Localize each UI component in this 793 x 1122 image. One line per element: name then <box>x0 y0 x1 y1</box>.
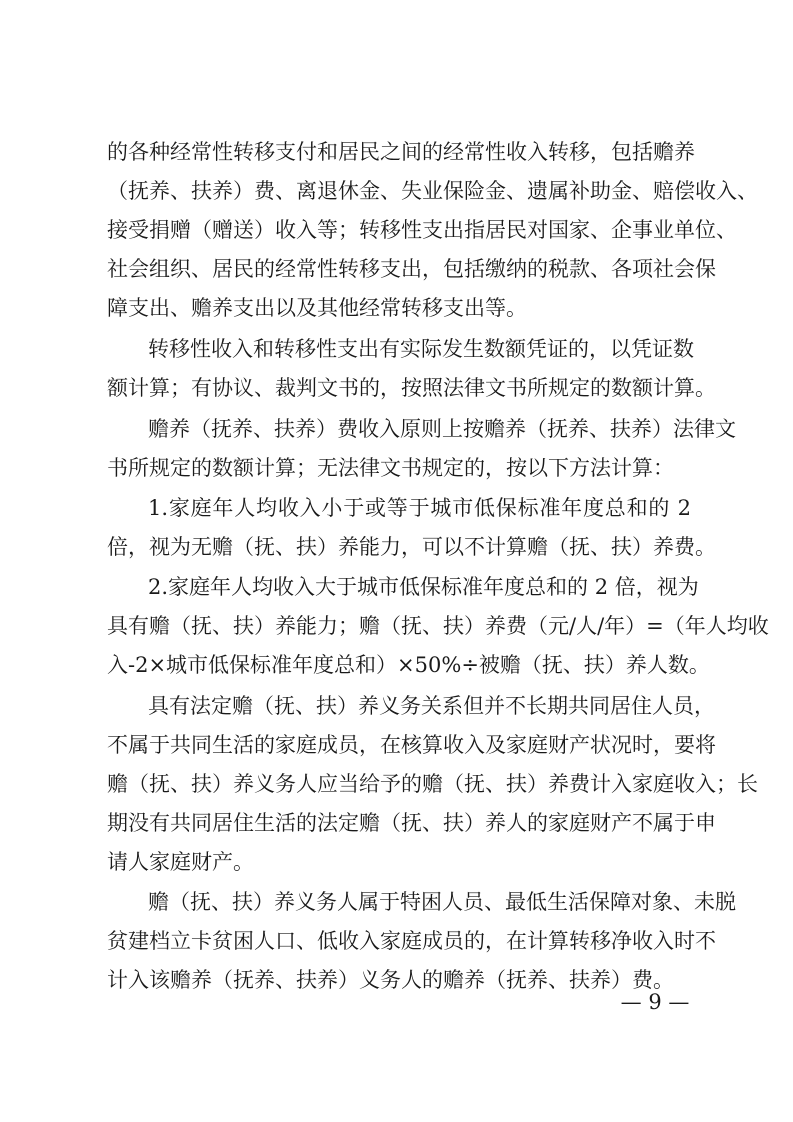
paragraph-4-line-2: 倍，视为无赡（抚、扶）养能力，可以不计算赡（抚、扶）养费。 <box>107 535 716 559</box>
paragraph-4-line-1: 1.家庭年人均收入小于或等于城市低保标准年度总和的 2 <box>148 496 691 520</box>
paragraph-6-line-3: 赡（抚、扶）养义务人应当给予的赡（抚、扶）养费计入家庭收入；长 <box>107 772 758 796</box>
paragraph-7-line-2: 贫建档立卡贫困人口、低收入家庭成员的，在计算转移净收入时不 <box>107 929 716 953</box>
paragraph-1-line-5: 障支出、赡养支出以及其他经常转移支出等。 <box>107 296 527 320</box>
paragraph-5-line-3: 入-2×城市低保标准年度总和）×50%÷被赡（抚、扶）养人数。 <box>107 653 710 677</box>
paragraph-6-line-4: 期没有共同居住生活的法定赡（抚、扶）养人的家庭财产不属于申 <box>107 811 716 835</box>
page-number: — 9 — <box>620 990 690 1014</box>
paragraph-2-line-1: 转移性收入和转移性支出有实际发生数额凭证的，以凭证数 <box>148 337 694 361</box>
paragraph-5-line-1: 2.家庭年人均收入大于城市低保标准年度总和的 2 倍，视为 <box>148 575 699 599</box>
paragraph-1-line-1: 的各种经常性转移支付和居民之间的经常性收入转移，包括赡养 <box>107 140 695 164</box>
paragraph-7-line-1: 赡（抚、扶）养义务人属于特困人员、最低生活保障对象、未脱 <box>148 890 736 914</box>
paragraph-2-line-2: 额计算；有协议、裁判文书的，按照法律文书所规定的数额计算。 <box>107 376 716 400</box>
paragraph-3-line-1: 赡养（抚养、扶养）费收入原则上按赡养（抚养、扶养）法律文 <box>148 417 736 441</box>
paragraph-5-line-2: 具有赡（抚、扶）养能力；赡（抚、扶）养费（元/人/年）=（年人均收 <box>107 614 769 638</box>
paragraph-1-line-3: 接受捐赠（赠送）收入等；转移性支出指居民对国家、企事业单位、 <box>107 218 737 242</box>
paragraph-6-line-1: 具有法定赡（抚、扶）养义务关系但并不长期共同居住人员， <box>148 694 715 718</box>
paragraph-6-line-2: 不属于共同生活的家庭成员，在核算收入及家庭财产状况时，要将 <box>107 733 716 757</box>
paragraph-1-line-4: 社会组织、居民的经常性转移支出，包括缴纳的税款、各项社会保 <box>107 257 716 281</box>
paragraph-3-line-2: 书所规定的数额计算；无法律文书规定的，按以下方法计算： <box>107 456 674 480</box>
paragraph-6-line-5: 请人家庭财产。 <box>107 850 254 874</box>
paragraph-1-line-2: （抚养、扶养）费、离退休金、失业保险金、遗属补助金、赔偿收入、 <box>107 179 758 203</box>
paragraph-7-line-3: 计入该赡养（抚养、扶养）义务人的赡养（抚养、扶养）费。 <box>107 968 674 992</box>
